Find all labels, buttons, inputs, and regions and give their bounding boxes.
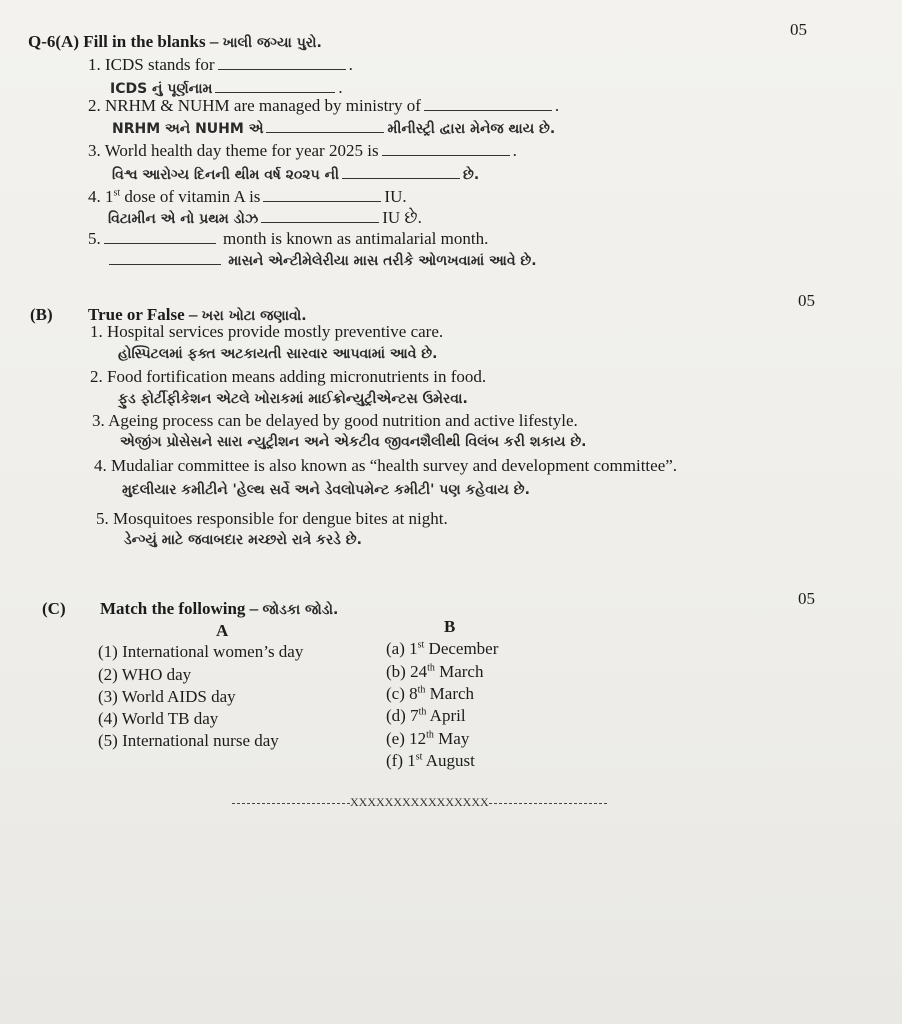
match-b-item: (c) 8th March xyxy=(386,684,475,703)
tf-item-gu: ફુડ ફોર્ટીફીકેશન એટલે ખોરાકમાં માઈક્રોન્યુટ્રીએન્ટસ ઉમેરવા. xyxy=(118,391,468,407)
column-a-header: A xyxy=(216,621,229,640)
question-a4-gu: વિટામીન એ નો પ્રથમ ડોઝ IU છે. xyxy=(108,208,422,227)
section-b-heading: True or False – ખરા ખોટા જણાવો. xyxy=(88,305,307,324)
tf-item: 5. Mosquitoes responsible for dengue bites at night. xyxy=(96,509,448,528)
answer-blank[interactable] xyxy=(218,68,346,70)
section-b-marks: 05 xyxy=(798,291,815,310)
tf-item-gu: એજીંગ પ્રોસેસને સારા ન્યુટ્રીશન અને એકટીવ જીવનશૈલીથી વિલંબ કરી શકાય છે. xyxy=(120,434,587,450)
tf-item: 4. Mudaliar committee is also known as “health survey and development committee”. xyxy=(94,456,678,475)
question-a1-gu: ICDS નું પૂર્ણનામ . xyxy=(110,78,343,97)
match-a-item: (2) WHO day xyxy=(98,665,192,684)
answer-blank[interactable] xyxy=(382,154,510,156)
match-b-item: (a) 1st December xyxy=(386,639,499,658)
tf-item: 2. Food fortification means adding micronutrients in food. xyxy=(90,367,487,386)
tf-item-gu: ડેન્ગ્યું માટે જવાબદાર મચ્છરો રાત્રે કરડે છે. xyxy=(124,532,362,548)
tf-item-gu: મુદલીયાર કમીટીને 'હેલ્થ સર્વે અને ડેવલોપમેન્ટ કમીટી' પણ કહેવાય છે. xyxy=(122,482,530,498)
answer-blank[interactable] xyxy=(104,242,216,244)
section-a-marks: 05 xyxy=(790,20,807,39)
section-a-heading: Q-6(A) Fill in the blanks – ખાલી જગ્યા પુરો. xyxy=(28,32,322,51)
question-a3-gu: વિશ્વ આરોગ્ય દિનની થીમ વર્ષ ૨૦૨૫ ની છે. xyxy=(112,167,480,183)
tf-item-gu: હોસ્પિટલમાં ફક્ત અટકાયતી સારવાર આપવામાં આવે છે. xyxy=(118,346,438,362)
question-a2: 2. NRHM & NUHM are managed by ministry of . xyxy=(88,96,560,115)
match-b-item: (f) 1st August xyxy=(386,751,475,770)
section-c-marks: 05 xyxy=(798,589,815,608)
separator-line-right xyxy=(489,803,607,804)
question-a2-gu: NRHM અને NUHM એ મીનીસ્ટ્રી દ્વારા મેનેજ થાય છે. xyxy=(112,121,556,137)
match-a-item: (3) World AIDS day xyxy=(98,687,236,706)
answer-blank[interactable] xyxy=(215,91,335,93)
question-a3: 3. World health day theme for year 2025 is . xyxy=(88,141,517,160)
match-b-item: (d) 7th April xyxy=(386,706,466,725)
question-a4: 4. 1st dose of vitamin A is IU. xyxy=(88,187,407,206)
answer-blank[interactable] xyxy=(263,200,381,202)
match-b-item: (b) 24th March xyxy=(386,662,484,681)
tf-item: 3. Ageing process can be delayed by good nutrition and active lifestyle. xyxy=(92,411,578,430)
match-a-item: (5) International nurse day xyxy=(98,731,279,750)
column-b-header: B xyxy=(444,617,456,636)
tf-item: 1. Hospital services provide mostly preventive care. xyxy=(90,322,444,341)
section-b-label: (B) xyxy=(30,305,53,324)
match-a-item: (4) World TB day xyxy=(98,709,219,728)
answer-blank[interactable] xyxy=(424,109,552,111)
question-a5-gu: માસને એન્ટીમેલેરીયા માસ તરીકે ઓળખવામાં આવે છે. xyxy=(106,250,537,270)
section-c-label: (C) xyxy=(42,599,66,618)
match-a-item: (1) International women’s day xyxy=(98,642,304,661)
match-b-item: (e) 12th May xyxy=(386,729,470,748)
answer-blank[interactable] xyxy=(261,221,379,223)
separator-line-left xyxy=(232,803,350,804)
question-a5: 5. month is known as antimalarial month. xyxy=(88,229,489,248)
answer-blank[interactable] xyxy=(109,263,221,265)
question-a1: 1. ICDS stands for . xyxy=(88,55,353,74)
answer-blank[interactable] xyxy=(342,177,460,179)
answer-blank[interactable] xyxy=(266,131,384,133)
section-c-heading: Match the following – જોડકા જોડો. xyxy=(100,599,339,618)
end-separator: XXXXXXXXXXXXXXXX xyxy=(232,795,607,810)
